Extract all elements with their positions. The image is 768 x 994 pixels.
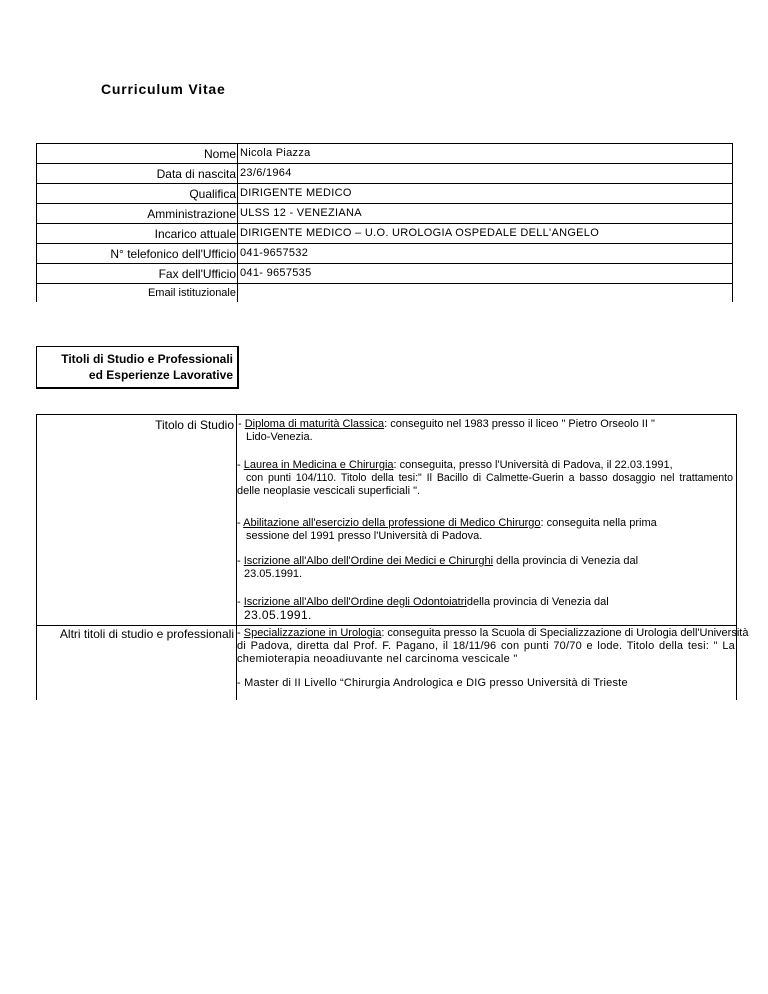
entry-dash: - xyxy=(237,555,244,567)
altri-titoli-label: Altri titoli di studio e professionali xyxy=(59,627,234,641)
entry-text: Lido-Venezia. xyxy=(246,431,313,443)
table-row-divider xyxy=(37,625,737,626)
table-row xyxy=(37,264,733,284)
entry-text: con punti 104/110. Titolo della tesi:" Il Bacillo di Calmette-Guerin a basso dosaggio nel trattamento xyxy=(246,472,733,484)
entry-text: delle neoplasie vescicali superficiali ". xyxy=(237,485,421,497)
list-item xyxy=(238,418,655,444)
field-value-amministrazione: ULSS 12 - VENEZIANA xyxy=(240,207,362,219)
entry-title: Abilitazione all'esercizio della professione di Medico Chirurgo xyxy=(243,517,541,529)
entry-dash: - xyxy=(237,596,244,608)
entry-text: : conseguito nel 1983 presso il liceo " Pietro Orseolo II " xyxy=(384,418,655,430)
entry-text: della provincia di Venezia dal xyxy=(466,596,609,608)
entry-text: sessione del 1991 presso l'Università di Padova. xyxy=(246,530,483,542)
field-value-birthdate: 23/6/1964 xyxy=(240,167,292,179)
field-label-phone: N° telefonico dell'Ufficio xyxy=(110,247,236,261)
field-label-fax: Fax dell'Ufficio xyxy=(158,267,236,281)
entry-text: della provincia di Venezia dal xyxy=(493,555,639,567)
field-value-fax: 041- 9657535 xyxy=(240,267,312,279)
entry-title: Diploma di maturità Classica xyxy=(244,418,385,430)
education-table xyxy=(36,414,749,700)
entry-title: Laurea in Medicina e Chirurgia xyxy=(243,459,394,471)
entry-title: Iscrizione all'Albo dell'Ordine dei Medici e Chirurghi xyxy=(243,555,494,567)
entry-title: Specializzazione in Urologia xyxy=(243,627,382,639)
list-item xyxy=(237,677,628,690)
table-row xyxy=(37,224,733,244)
entry-dash: - xyxy=(237,517,244,529)
field-value-qualifica: DIRIGENTE MEDICO xyxy=(240,187,352,199)
table-row xyxy=(37,184,733,204)
entry-text: : conseguita presso la Scuola di Specializzazione di Urologia dell'Università xyxy=(381,627,749,639)
table-row xyxy=(37,204,733,224)
entry-text: chemioterapia neoadiuvante nel carcinoma vescicale " xyxy=(237,653,518,665)
list-item xyxy=(237,596,609,622)
entry-dash: - xyxy=(237,627,244,639)
entry-title: Iscrizione all'Albo dell'Ordine degli Odontoiatri xyxy=(243,596,467,608)
field-label-amministrazione: Amministrazione xyxy=(147,207,236,221)
section-title-line2: ed Esperienze Lavorative xyxy=(88,368,233,382)
section-header xyxy=(36,346,239,389)
field-value-phone: 041-9657532 xyxy=(240,247,309,259)
entry-text: di Padova, diretta dal Prof. F. Pagano, il 18/11/96 con punti 70/70 e lode. Titolo della tesi: " La xyxy=(237,640,735,652)
table-row xyxy=(37,284,733,303)
entry-dash: - xyxy=(237,459,244,471)
field-value-nome: Nicola Piazza xyxy=(240,147,311,159)
document-title: Curriculum Vitae xyxy=(101,81,226,97)
field-label-incarico: Incarico attuale xyxy=(154,227,236,241)
list-item xyxy=(237,459,733,498)
list-item xyxy=(237,627,749,666)
field-label-email: Email istituzionale xyxy=(147,287,236,299)
table-row xyxy=(37,244,733,264)
field-label-nome: Nome xyxy=(203,147,236,161)
table-border xyxy=(736,415,737,700)
field-label-birthdate: Data di nascita xyxy=(156,167,236,181)
section-title-line1: Titoli di Studio e Professionali xyxy=(61,352,233,366)
titolo-di-studio-label: Titolo di Studio xyxy=(155,418,234,432)
entry-dash: - xyxy=(238,418,245,430)
personal-info-table xyxy=(36,143,733,302)
list-item xyxy=(237,517,657,543)
table-row xyxy=(37,144,733,164)
entry-text: 23.05.1991. xyxy=(244,608,312,622)
entry-text: 23.05.1991. xyxy=(244,568,303,580)
table-row xyxy=(37,164,733,184)
list-item xyxy=(237,555,638,581)
field-label-qualifica: Qualifica xyxy=(189,187,236,201)
field-value-incarico: DIRIGENTE MEDICO – U.O. UROLOGIA OSPEDALE DELL'ANGELO xyxy=(240,227,600,239)
entry-text: - Master di II Livello “Chirurgia Andrologica e DIG presso Università di Trieste xyxy=(237,677,628,689)
entry-text: : conseguita nella prima xyxy=(540,517,657,529)
entry-text: : conseguita, presso l'Università di Padova, il 22.03.1991, xyxy=(393,459,673,471)
